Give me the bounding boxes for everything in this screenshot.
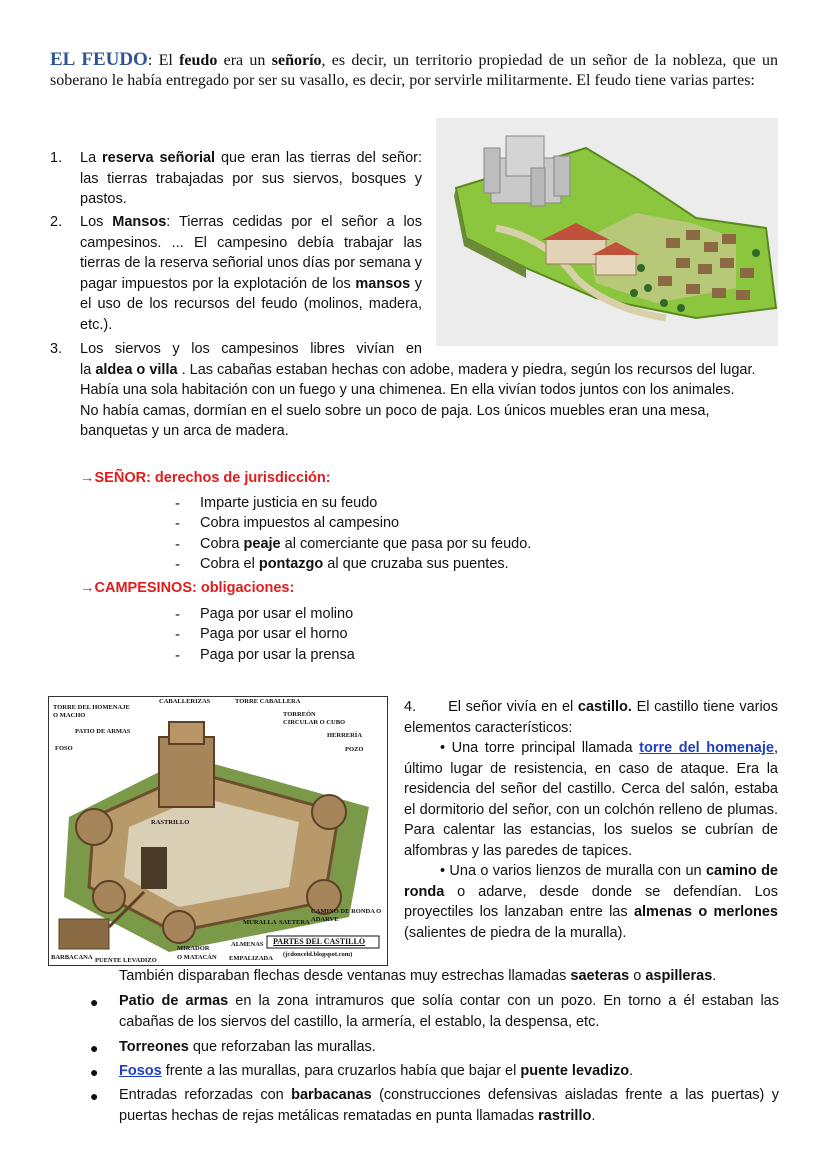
page-title: EL FEUDO [50,49,148,70]
senor-heading: →SEÑOR: derechos de jurisdicción: [80,470,331,486]
bullet-icon: ● [90,1088,99,1104]
list-item: Cobra peaje al comerciante que pasa por su feudo. [200,536,532,552]
campesinos-heading: →CAMPESINOS: obligaciones: [80,580,295,596]
bullet-icon: ● [90,994,99,1010]
bullet-patio-armas: Patio de armas en la zona intramuros que solía contar con un pozo. En torno a él estaban las cabañas de los siervos del castillo, la armería, el establo, la despensa, etc. [119,993,779,1030]
part-reserva-senorial: La reserva señorial que eran las tierras del señor: las tierras trabajadas por sus siervos, bosques y pastos. [80,150,422,207]
list-item: Paga por usar el molino [200,606,354,622]
bullet-entradas: Entradas reforzadas con barbacanas (construcciones defensivas aisladas frente a las puertas) y puertas hechas de rejas metálicas rematadas en punta llamadas rastrillo. [119,1087,779,1124]
torre-homenaje-link[interactable]: torre del homenaje [639,740,774,756]
list-item: Cobra el pontazgo al que cruzaba sus puentes. [200,556,509,572]
castle-section [404,697,778,943]
list-item: Paga por usar el horno [200,626,348,642]
saeteras-line: También disparaban flechas desde ventanas muy estrechas llamadas saeteras o aspilleras. [119,968,717,984]
bullet-torreones: Torreones que reforzaban las murallas. [119,1039,376,1055]
intro-paragraph: EL FEUDO: El feudo era un señorío, es decir, un territorio propiedad de un señor de la nobleza, que un soberano le había entregado por ser su vasallo, es decir, por servirle militarmente. El feudo tiene varias partes: [50,49,779,89]
bullet-icon: ● [90,1064,99,1080]
list-item: Imparte justicia en su feudo [200,495,378,511]
castle-diagram: TORRE DEL HOMENAJE O MACHO CABALLERIZAS TORRE CABALLERA TORREÓN CIRCULAR O CUBO HERRERÍA PATIO DE ARMAS FOSO POZO RASTRILLO CAMINO DE RONDA O ADARVE MURALLA SAETERA PARTES DEL CASTILLO (jcdonceld.blogspot.com) ALMENAS EMPALIZADA MIRADOR O MATACÁN BARBACANA PUENTE LEVADIZO [48,696,388,966]
document-page: EL FEUDO: El feudo era un señorío, es decir, un territorio propiedad de un señor de la nobleza, que un soberano le había entregado por ser su vasallo, es decir, por servirle militarmente. El feudo tiene varias partes: 1. La reserva señorial que eran las tierras del señor: las tierras trabajadas por sus siervos, bosques y pastos. 2. Los Mansos: Tierras cedidas por el señor a los campesinos. ... El campesino debía trabajar las tierras de la reserva señorial unos días por semana y pagar impuestos por la explotación de los mansos y el uso de los recursos del feudo (molinos, madera, etc.). 3. Los siervos y los campesinos libres vivían en la aldea o villa . Las cabañas estaban hechas con adobe, madera y piedra, según los recursos del lugar. Había una sola habitación con un fuego y una chimenea. En ella vivían todos juntos con los animales. No había camas, dormían en el suelo sobre un poco de paja. Los únicos muebles eran una mesa, banquetas y un arca de madera. →SEÑOR: derechos de jurisdicción: - Imparte justicia en su feudo - Cobra impuestos al campesino - Cobra peaje al comerciante que pasa por su feudo. - Cobra el pontazgo al que cruzaba sus puentes. →CAMPESINOS: obligaciones: - Paga por usar el molino - Paga por usar el horno - Paga por usar la prensa TORRE DEL HOMENAJE O MACHO CABALLERIZAS TORRE CABALLERA TORREÓN CIRCULAR O CUBO HERRERÍA PATIO DE ARMAS FOSO POZO RASTRILLO CAMINO DE RONDA O ADARVE MURALLA SAETERA PARTES DEL CASTILLO (jcdonceld.blogspot.com) ALMENAS EMPALIZADA MIRADOR O MATACÁN BARBACANA PUENTE LEVADIZO 4. El señor vivía en el castillo. El castillo tiene varios elementos característicos: • Una torre principal llamada torre del homenaje, último lugar de resistencia, en caso de ataque. Era la residencia del señor del castillo. Cerca del salón, estaba el dormitorio del señor, con un colchón relleno de plumas. Para calentar las estancias, los suelos se cubrían de alfombras y las paredes de tapices. • Una o varios lienzos de muralla con un camino de ronda o adarve, desde donde se defendían. Los proyectiles los lanzaban entre las almenas o merlones (salientes de piedra de la muralla). También disparaban flechas desde ventanas muy estrechas llamadas saeteras o aspilleras. ● Patio de armas en la zona intramuros que solía contar con un pozo. En torno a él estaban las cabañas de los siervos del castillo, la armería, el establo, la despensa, etc. ● Torreones que reforzaban las murallas. ● Fosos frente a las murallas, para cruzarlos había que bajar el puente levadizo. ● Entradas reforzadas con barbacanas (construcciones defensivas aisladas frente a las puertas) y puertas hechas de rejas metálicas rematadas en punta llamadas rastrillo. [0,0,828,1171]
bullet-fosos: Fosos frente a las murallas, para cruzarlos había que bajar el puente levadizo. [119,1063,634,1079]
part-aldea: Los siervos y los campesinos libres vivían en la aldea o villa . Las cabañas estaban hechas con adobe, madera y piedra, según los recursos del lugar. Había una sola habitación con un fuego y una chimenea. En ella vivían todos juntos con los animales. No había camas, dormían en el suelo sobre un poco de paja. Los únicos muebles eran una mesa, banquetas y un arca de madera. [80,341,756,439]
torre-homenaje-paragraph: • Una torre principal llamada torre del homenaje, último lugar de resistencia, en caso de ataque. Era la residencia del señor del castillo. Cerca del salón, estaba el dormitorio del señor, con un colchón relleno de plumas. Para calentar las estancias, los suelos se cubrían de alfombras y las paredes de tapices. [404,740,778,859]
feudo-illustration [436,118,778,346]
part-number: 2. [50,214,63,230]
list-item: Cobra impuestos al campesino [200,515,400,531]
castle-intro: 4. El señor vivía en el castillo. El castillo tiene varios elementos característicos: [404,699,778,736]
fosos-link[interactable]: Fosos [119,1063,162,1079]
bullet-icon: ● [90,1040,99,1056]
part-number: 1. [50,150,63,166]
part-number: 3. [50,341,63,357]
list-item: Paga por usar la prensa [200,647,355,663]
muralla-paragraph: • Una o varios lienzos de muralla con un camino de ronda o adarve, desde donde se defendían. Los proyectiles los lanzaban entre las almenas o merlones (salientes de piedra de la muralla). [404,863,779,941]
part-mansos: Los Mansos: Tierras cedidas por el señor a los campesinos. ... El campesino debía trabajar las tierras de la reserva señorial unos días por semana y pagar impuestos por la explotación de los mansos y el uso de los recursos del feudo (molinos, madera, etc.). [80,214,422,333]
